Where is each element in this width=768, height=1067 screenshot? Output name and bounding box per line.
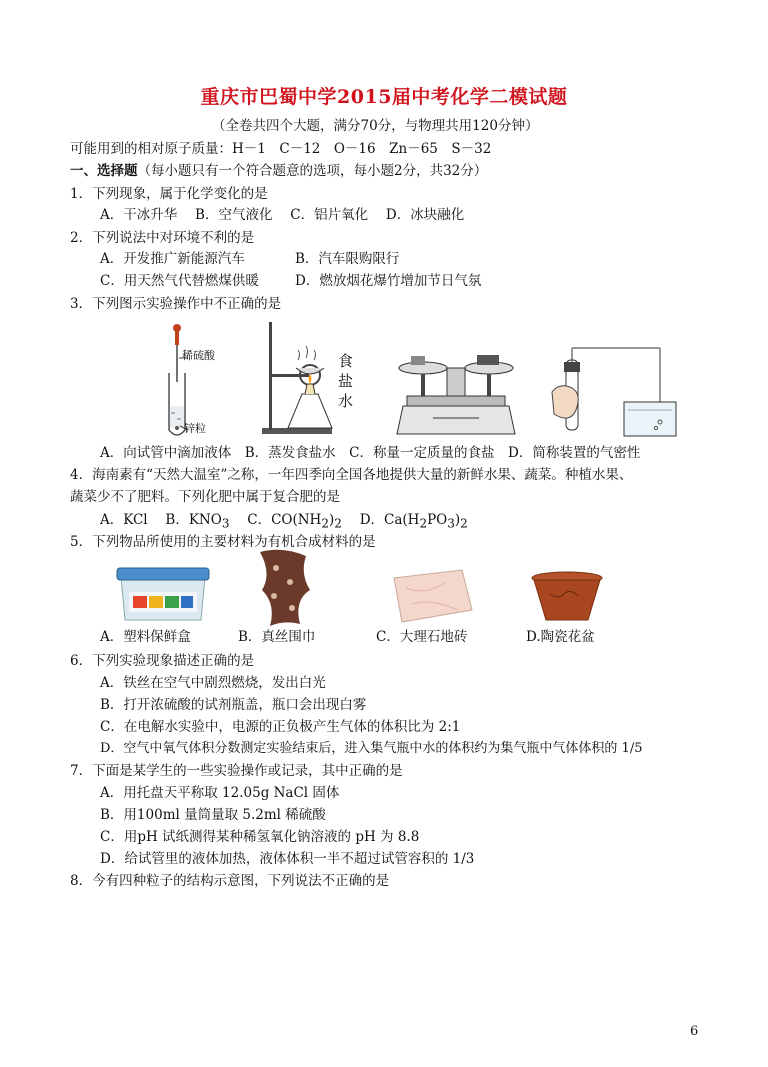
q4-option-b: B．KNO3 [165, 512, 230, 531]
q7-option-a: A．用托盘天平称取 12.05g NaCl 固体 [100, 785, 340, 801]
q2-stem: 2．下列说法中对环境不利的是 [70, 230, 255, 246]
q4-option-c: C．CO(NH2)2 [247, 512, 342, 531]
fig-label-zinc: 锌粒 [184, 422, 206, 435]
q3-figure-a [160, 318, 230, 440]
page-number: 6 [690, 1024, 699, 1039]
q5-figure-a [115, 562, 211, 624]
q7-option-b: B．用100ml 量筒量取 5.2ml 稀硫酸 [100, 807, 326, 823]
evaporation-stand-illustration [258, 318, 348, 440]
q1-options: A．干冰升华 B．空气液化 C．铝片氧化 D．冰块融化 [100, 207, 465, 223]
plastic-container-image [115, 562, 211, 624]
q6-option-b: B．打开浓硫酸的试剂瓶盖，瓶口会出现白雾 [100, 697, 367, 713]
section1-instructions: （每小题只有一个符合题意的选项，每小题2分，共32分） [137, 163, 488, 179]
q3-figure-d [548, 340, 678, 440]
q5-option-d: D.陶瓷花盆 [526, 629, 595, 645]
q2-option-d: D．燃放烟花爆竹增加节日气氛 [295, 273, 482, 289]
q5-option-a: A．塑料保鲜盒 [100, 629, 191, 645]
q3-stem: 3．下列图示实验操作中不正确的是 [70, 296, 282, 312]
exam-title: 重庆市巴蜀中学2015届中考化学二模试题 [200, 86, 568, 108]
q4-stem-line2: 蔬菜少不了肥料。下列化肥中属于复合肥的是 [70, 489, 340, 505]
q2-option-c: C．用天然气代替燃煤供暖 [100, 273, 259, 289]
q5-option-b: B．真丝围巾 [238, 629, 316, 645]
ceramic-pot-image [530, 570, 604, 624]
silk-scarf-image [252, 548, 314, 626]
q3-options: A．向试管中滴加液体 B．蒸发食盐水 C．称量一定质量的食盐 D．简称装置的气密性 [100, 445, 641, 461]
fig-label-salt-1: 食 [338, 352, 354, 370]
q5-stem: 5．下列物品所使用的主要材料为有机合成材料的是 [70, 534, 376, 550]
fig-label-salt-2: 盐 [338, 372, 354, 390]
q5-figure-b [252, 548, 314, 626]
q5-figure-c [392, 568, 474, 624]
balance-scale-illustration [393, 350, 519, 440]
q6-option-c: C．在电解水实验中，电源的正负极产生气体的体积比为 2:1 [100, 719, 461, 735]
q6-option-a: A．铁丝在空气中剧烈燃烧，发出白光 [100, 675, 326, 691]
q2-option-a: A．开发推广新能源汽车 [100, 251, 245, 267]
q6-option-d: D．空气中氧气体积分数测定实验结束后，进入集气瓶中水的体积约为集气瓶中气体体积的 1/5 [100, 741, 643, 756]
fig-label-salt-3: 水 [338, 392, 354, 410]
q7-option-c: C．用pH 试纸测得某种稀氢氧化钠溶液的 pH 为 8.8 [100, 829, 420, 845]
q1-stem: 1．下列现象，属于化学变化的是 [70, 186, 268, 202]
section1-title: 一、选择题 [70, 163, 138, 179]
q4-option-d: D．Ca(H2PO3)2 [359, 512, 468, 531]
q6-stem: 6．下列实验现象描述正确的是 [70, 653, 255, 669]
q2-option-b: B．汽车限购限行 [295, 251, 400, 267]
marble-tile-image [392, 568, 474, 624]
q4-stem-line1: 4．海南素有“天然大温室”之称，一年四季向全国各地提供大量的新鲜水果、蔬菜。种植水果、 [70, 467, 633, 483]
q3-figure-c [393, 350, 519, 440]
q5-option-c: C．大理石地砖 [376, 629, 468, 645]
q4-option-a: A．KCl [100, 512, 148, 528]
q5-figure-d [530, 570, 604, 624]
q4-options [100, 511, 468, 529]
airtightness-apparatus-illustration [548, 340, 678, 440]
q3-figure-b [258, 318, 368, 440]
fig-label-acid: 稀硫酸 [182, 349, 215, 362]
q7-stem: 7．下面是某学生的一些实验操作或记录，其中正确的是 [70, 763, 403, 779]
exam-note: （全卷共四个大题，满分70分，与物理共用120分钟） [212, 118, 539, 134]
section1-heading [70, 162, 487, 180]
q7-option-d: D．给试管里的液体加热，液体体积一半不超过试管容积的 1/3 [100, 851, 475, 867]
atomic-masses: 可能用到的相对原子质量：H－1 C－12 O－16 Zn－65 S－32 [70, 141, 492, 157]
q8-stem: 8．今有四种粒子的结构示意图，下列说法不正确的是 [70, 873, 390, 889]
